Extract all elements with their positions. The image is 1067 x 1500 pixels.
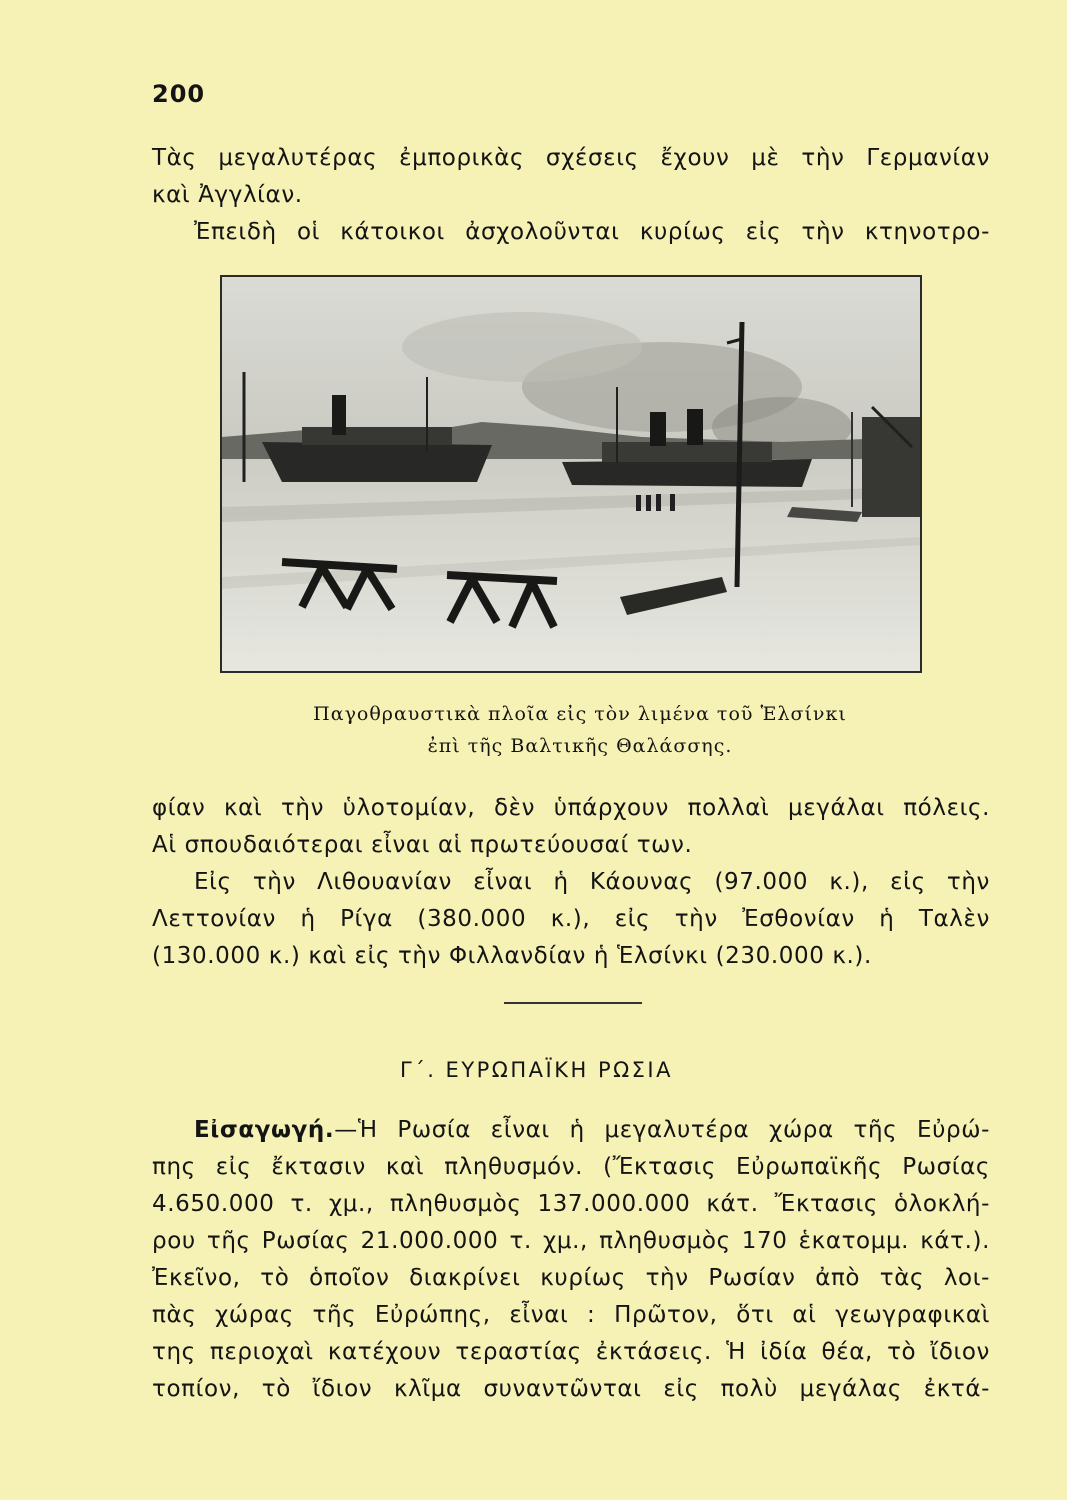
caption-line: Παγοθραυστικὰ πλοῖα εἰς τὸν λιμένα τοῦ Ἑλσίνκι <box>313 703 847 725</box>
text-line: Λεττονίαν ἡ Ρίγα (380.000 κ.), εἰς τὴν Ἐσθονίαν ἡ Ταλὲν <box>152 906 990 932</box>
text-line: 4.650.000 τ. χμ., πληθυσμὸς 137.000.000 κάτ. Ἔκτασις ὁλοκλή- <box>152 1191 990 1217</box>
text-line: της περιοχαὶ κατέχουν τεραστίας ἐκτάσεις. Ἡ ἰδία θέα, τὸ ἴδιον <box>152 1339 990 1365</box>
text-line <box>152 1112 990 1149</box>
text-line: πὰς χώρας τῆς Εὐρώπης, εἶναι : Πρῶτον, ὅτι αἱ γεωγραφικαὶ <box>152 1302 990 1328</box>
text-line: τοπίον, τὸ ἴδιον κλῖμα συναντῶνται εἰς πολὺ μεγάλας ἐκτά- <box>152 1376 990 1402</box>
text-line: (130.000 κ.) καὶ εἰς τὴν Φιλλανδίαν ἡ Ἑλσίνκι (230.000 κ.). <box>152 943 872 969</box>
middle-paragraph <box>152 790 990 975</box>
intro-lead: Εἰσαγωγή. <box>194 1117 335 1143</box>
text-line: φίαν καὶ τὴν ὑλοτομίαν, δὲν ὑπάρχουν πολλαὶ μεγάλαι πόλεις. <box>152 795 990 821</box>
caption-line: ἐπὶ τῆς Βαλτικῆς Θαλάσσης. <box>427 735 733 757</box>
intro-paragraph <box>152 1112 990 1408</box>
text-line: Αἱ σπουδαιότεραι εἶναι αἱ πρωτεύουσαί των. <box>152 832 693 858</box>
top-paragraph <box>152 140 990 251</box>
section-title: Γ΄. ΕΥΡΩΠΑΪΚΗ ΡΩΣΙΑ <box>400 1058 673 1082</box>
text-line: Τὰς μεγαλυτέρας ἐμπορικὰς σχέσεις ἔχουν μὲ τὴν Γερμανίαν <box>152 145 990 171</box>
page-number: 200 <box>152 80 206 108</box>
text-line: Εἰς τὴν Λιθουανίαν εἶναι ἡ Κάουνας (97.000 κ.), εἰς τὴν <box>194 869 990 895</box>
text-line: καὶ Ἀγγλίαν. <box>152 182 303 208</box>
text-line: Ἐκεῖνο, τὸ ὁποῖον διακρίνει κυρίως τὴν Ρωσίαν ἀπὸ τὰς λοι- <box>152 1265 990 1291</box>
text-line: πης εἰς ἔκτασιν καὶ πληθυσμόν. (Ἔκτασις Εὐρωπαϊκῆς Ρωσίας <box>152 1154 990 1180</box>
text-line: Ἐπειδὴ οἱ κάτοικοι ἀσχολοῦνται κυρίως εἰς τὴν κτηνοτρο- <box>194 219 990 245</box>
figure-caption <box>260 698 900 762</box>
intro-first-line: —Ἡ Ρωσία εἶναι ἡ μεγαλυτέρα χώρα τῆς Εὐρώ- <box>334 1117 990 1143</box>
section-divider <box>504 1002 642 1004</box>
harbor-photo <box>220 275 922 673</box>
text-line: ρου τῆς Ρωσίας 21.000.000 τ. χμ., πληθυσμὸς 170 ἑκατομμ. κάτ.). <box>152 1228 990 1254</box>
